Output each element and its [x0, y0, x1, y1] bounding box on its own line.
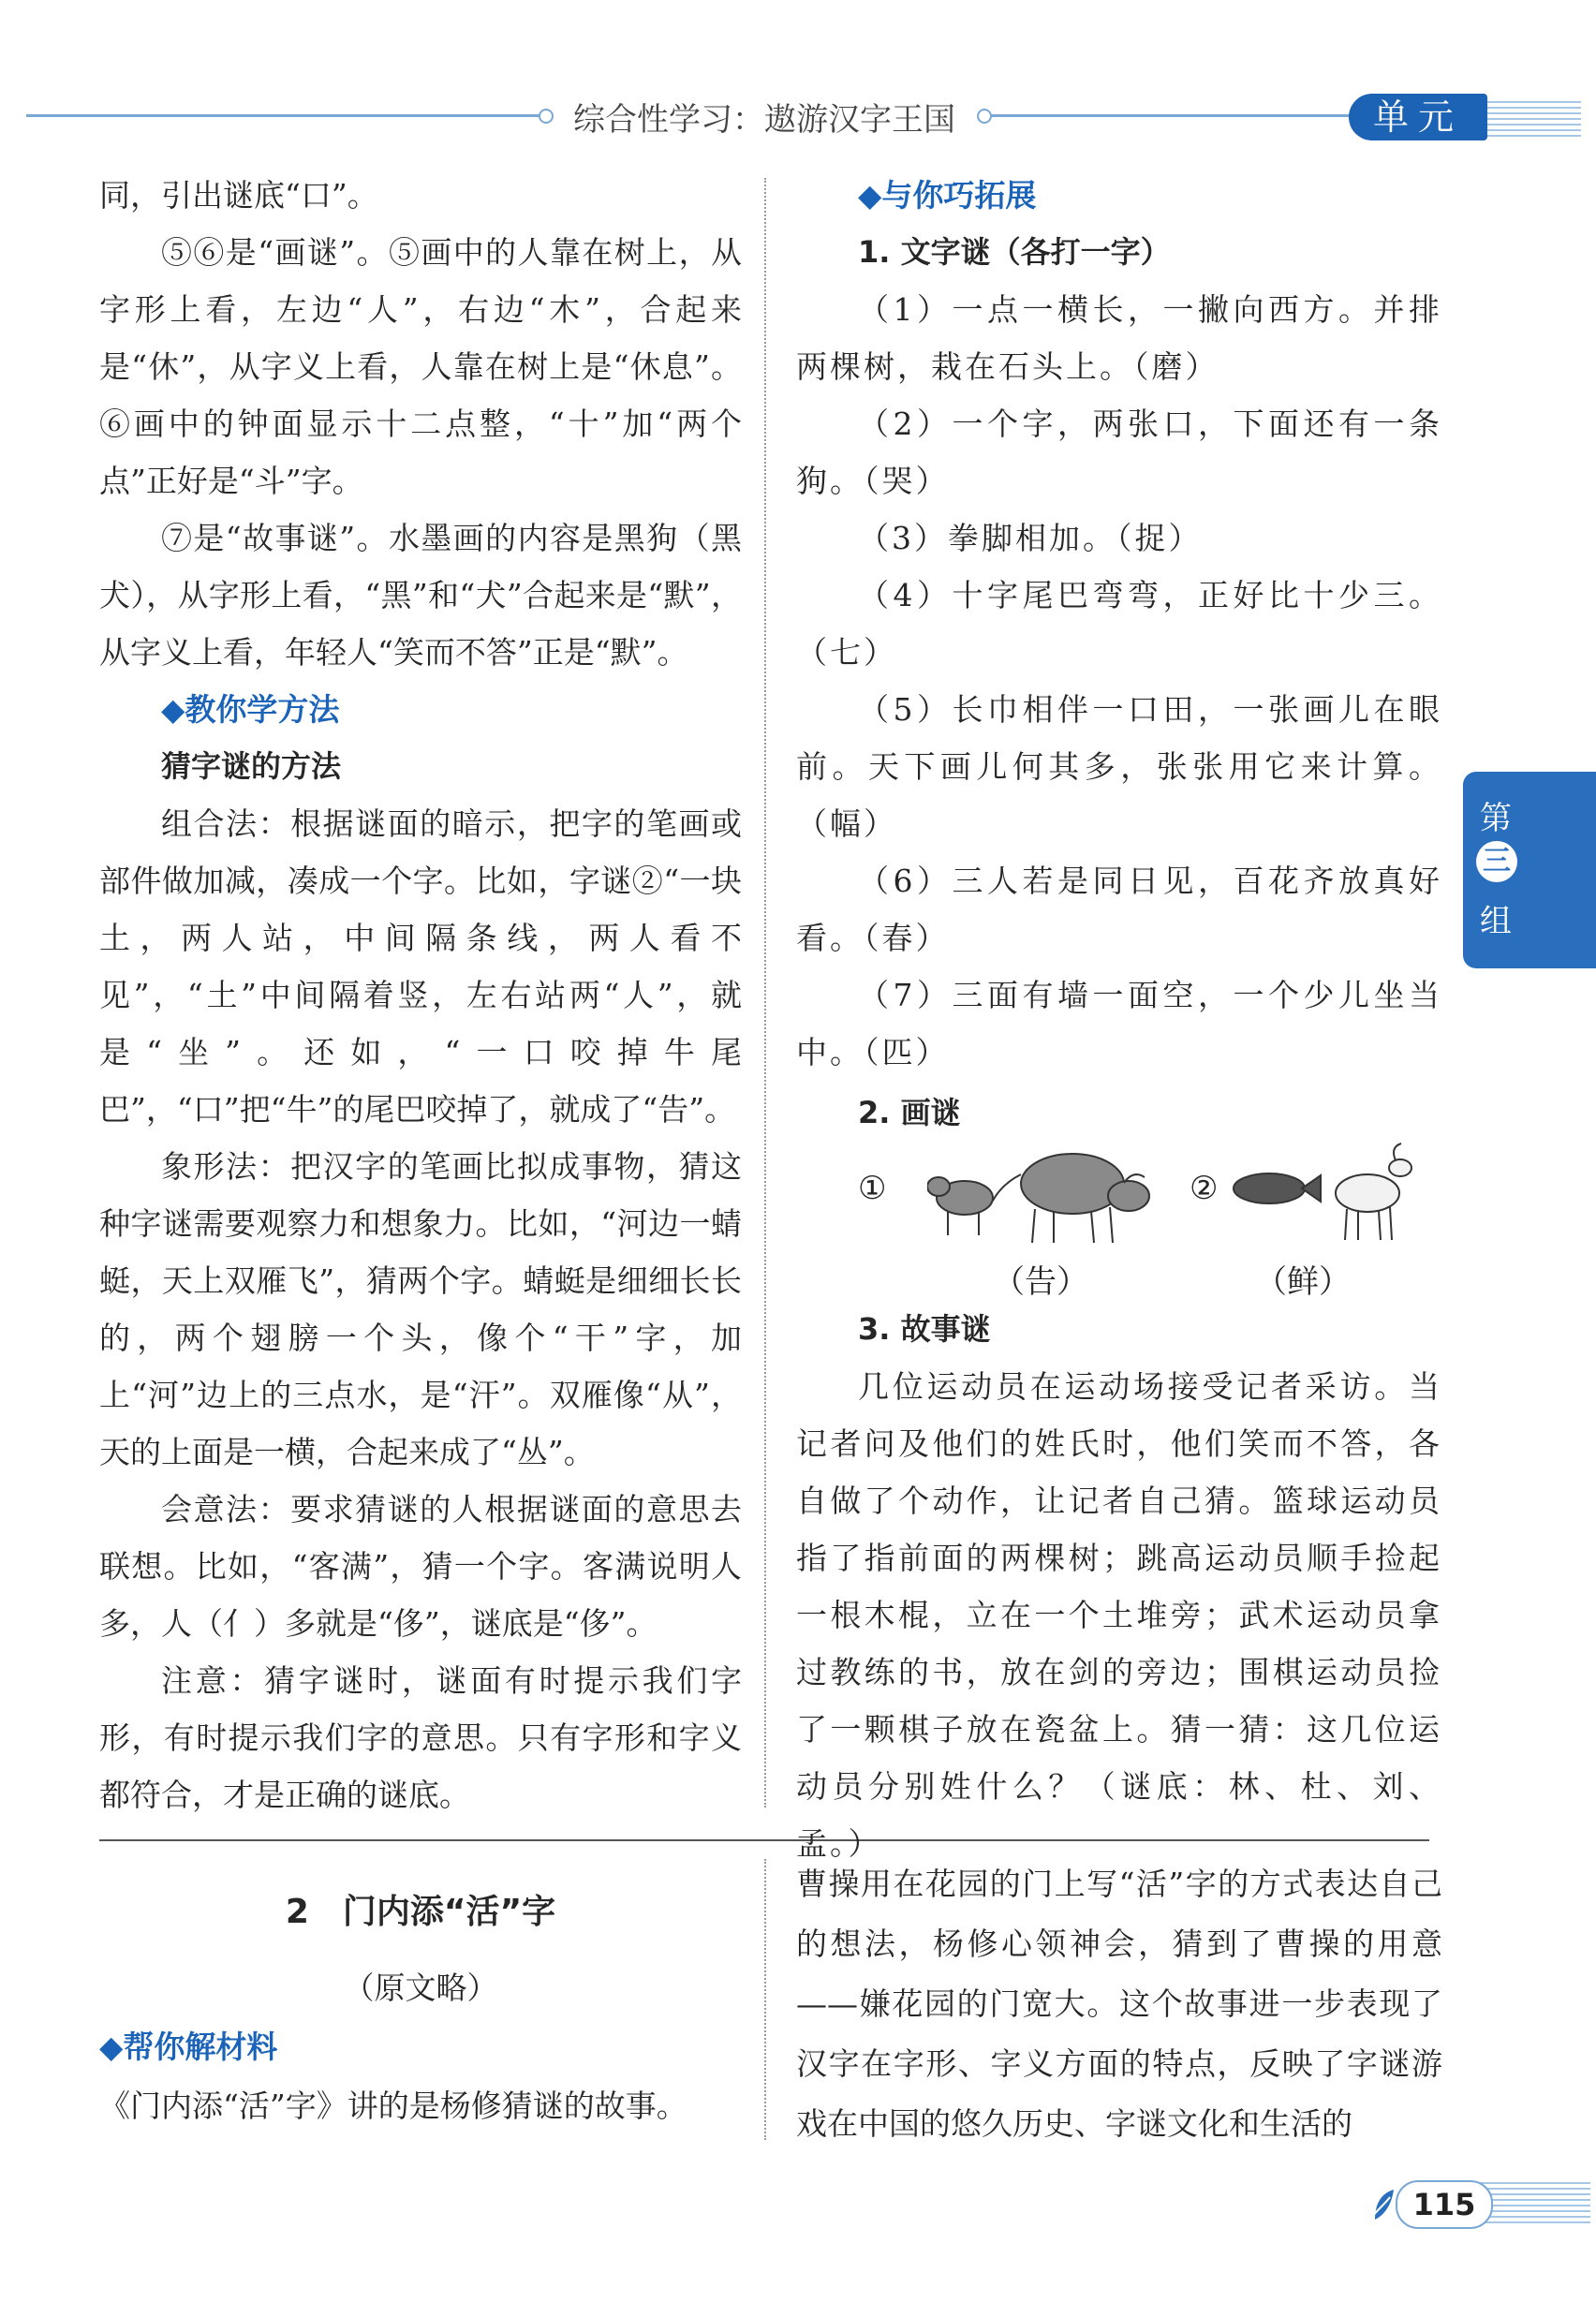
- column-divider-top: [764, 178, 766, 1808]
- original-text-omitted: （原文略）: [343, 1970, 498, 2006]
- riddle-item: （5）长巾相伴一口田，一张画儿在眼前。天下画儿何其多，张张用它来计算。（幅）: [796, 691, 1442, 842]
- riddle-item: （2）一个字，两张口，下面还有一条狗。（哭）: [796, 406, 1442, 499]
- riddle-item: （1）一点一横长，一撇向西方。并排两棵树，栽在石头上。（磨）: [796, 291, 1442, 385]
- paragraph: ⑤⑥是“画谜”。⑤画中的人靠在树上，从字形上看，左边“人”，右边“木”，合起来是“休”，从字义上看，人靠在树上是“休息”。⑥画中的钟面显示十二点整，“十”加“两个点”正好是“斗”字。: [99, 234, 742, 499]
- column-divider-bottom: [764, 1859, 766, 2140]
- section-heading-method: ◆教你学方法: [161, 691, 340, 728]
- page-number: 115: [1396, 2180, 1493, 2229]
- fish-and-sheep-illustration: [1227, 1142, 1424, 1254]
- dog-and-ox-illustration: [927, 1142, 1161, 1254]
- footer-stripes: [1478, 2182, 1590, 2223]
- riddle-item: （6）三人若是同日见，百花齐放真好看。（春）: [796, 863, 1442, 956]
- paragraph: 会意法：要求猜谜的人根据谜面的意思去联想。比如，“客满”，猜一个字。客满说明人多，人（亻）多就是“侈”，谜底是“侈”。: [99, 1491, 742, 1642]
- side-tab-line1: 第: [1480, 800, 1512, 837]
- paragraph: 注意：猜字谜时，谜面有时提示我们字形，有时提示我们字的意思。只有字形和字义都符合，才是正确的谜底。: [99, 1662, 742, 1813]
- paragraph: ⑦是“故事谜”。水墨画的内容是黑狗（黑犬），从字形上看，“黑”和“犬”合起来是“默”，从字义上看，年轻人“笑而不答”正是“默”。: [99, 520, 742, 671]
- riddle-item: （3）拳脚相加。（捉）: [858, 520, 1203, 556]
- section-title-text-riddles: 1. 文字谜（各打一字）: [858, 234, 1171, 270]
- header-stripes: [1480, 101, 1581, 139]
- header-rule-right: [990, 114, 1365, 117]
- section-title-story-riddle: 3. 故事谜: [858, 1311, 991, 1347]
- paragraph: 同，引出谜底“口”。: [99, 177, 378, 214]
- bottom-right-column: [796, 1854, 1442, 2154]
- paragraph: 《门内添“活”字》讲的是杨修猜谜的故事。: [99, 2088, 687, 2124]
- left-column: [99, 167, 742, 1823]
- picture-riddle-number: ①: [858, 1170, 887, 1207]
- picture-riddle-answer: （告）: [993, 1263, 1088, 1301]
- paragraph: 组合法：根据谜面的暗示，把字的笔画或部件做加减，凑成一个字。比如，字谜②“一块土，两人站，中间隔条线，两人看不见”，“土”中间隔着竖，左右站两“人”，就是“坐”。还如，“一口咬掉牛尾巴”，“口”把“牛”的尾巴咬掉了，就成了“告”。: [99, 805, 742, 1128]
- chapter-side-tab: [1463, 772, 1596, 968]
- unit-badge: 单元: [1349, 94, 1487, 140]
- picture-riddle-number: ②: [1190, 1170, 1219, 1207]
- riddle-item: （4）十字尾巴弯弯，正好比十少三。（七）: [796, 577, 1442, 671]
- riddle-item: （7）三面有墙一面空，一个少儿坐当中。（匹）: [796, 977, 1442, 1070]
- paragraph: 曹操用在花园的门上写“活”字的方式表达自己的想法，杨修心领神会，猜到了曹操的用意——嫌花园的门宽大。这个故事进一步表现了汉字在字形、字义方面的特点，反映了字谜游戏在中国的悠久历史、字谜文化和生活的: [796, 1866, 1442, 2142]
- lesson-title: 2 门内添“活”字: [285, 1893, 556, 1931]
- bottom-left-column: [99, 1854, 742, 2137]
- story-riddle: 几位运动员在运动场接受记者采访。当记者问及他们的姓氏时，他们笑而不答，各自做了个动作，让记者自己猜。篮球运动员指了指前面的两棵树；跳高运动员顺手捡起一根木棍，立在一个土堆旁；武术运动员拿过教练的书，放在剑的旁边；围棋运动员捡了一颗棋子放在瓷盆上。猜一猜：这几位运动员分别姓什么？（谜底：林、杜、刘、孟。）: [796, 1368, 1442, 1862]
- picture-riddle-answer: （鲜）: [1255, 1263, 1351, 1301]
- paragraph: 象形法：把汉字的笔画比拟成事物，猜这种字谜需要观察力和想象力。比如，“河边一蜻蜓，天上双雁飞”，猜两个字。蜻蜓是细细长长的，两个翅膀一个头，像个“干”字，加上“河”边上的三点水，是“汗”。双雁像“从”，天的上面是一横，合起来成了“丛”。: [99, 1148, 742, 1470]
- section-heading-material: ◆帮你解材料: [99, 2029, 278, 2065]
- running-header-title: 综合性学习：遨游汉字王国: [573, 101, 955, 139]
- leaf-icon: [1371, 2188, 1396, 2221]
- header-dot-left: [539, 109, 554, 124]
- right-column: [796, 167, 1442, 1872]
- side-tab-line3: 组: [1480, 903, 1512, 940]
- section-heading-expand: ◆与你巧拓展: [858, 177, 1037, 214]
- header-rule-left: [26, 114, 546, 117]
- subheading: 猜字谜的方法: [161, 748, 342, 784]
- picture-riddles: [796, 1142, 1442, 1301]
- section-title-picture-riddles: 2. 画谜: [858, 1095, 961, 1130]
- side-tab-number: 三: [1476, 841, 1517, 882]
